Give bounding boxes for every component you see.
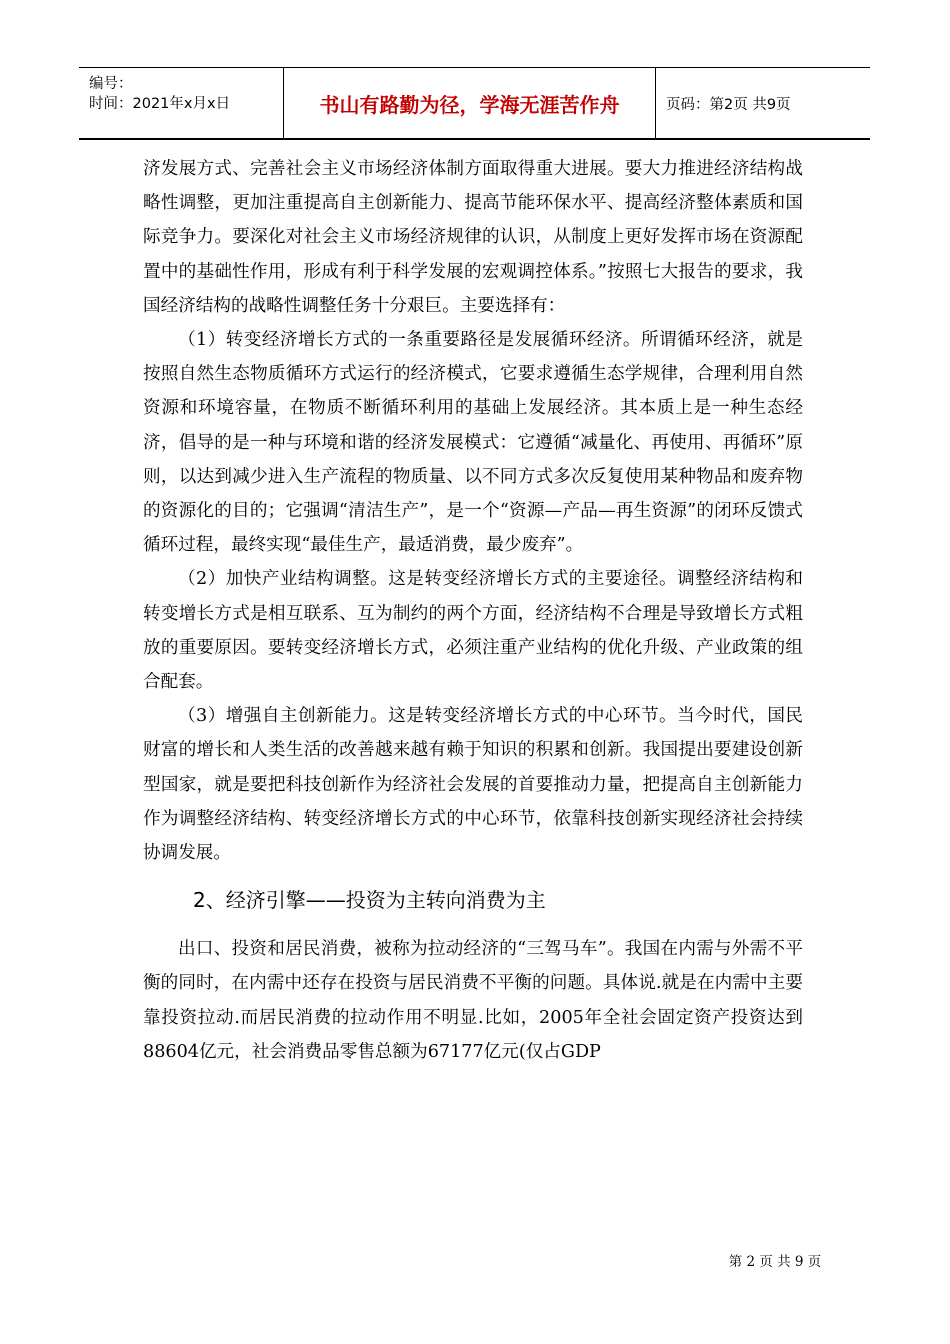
document-body: [143, 152, 803, 1069]
header-motto: 书山有路勤为径，学海无涯苦作舟: [284, 68, 656, 138]
header-page-number: 页码：第2页 共9页: [666, 96, 791, 113]
header-meta: [79, 68, 284, 138]
footer-page-number: 第 2 页 共 9 页: [728, 1254, 822, 1270]
paragraph-4: （3）增强自主创新能力。这是转变经济增长方式的中心环节。当今时代，国民财富的增长和人类生活的改善越来越有赖于知识的积累和创新。我国提出要建设创新型国家，就是要把科技创新作为经济社会发展的首要推动力量，把提高自主创新能力作为调整经济结构、转变经济增长方式的中心环节，依靠科技创新实现经济社会持续协调发展。: [143, 706, 803, 864]
paragraph-1: 济发展方式、完善社会主义市场经济体制方面取得重大进展。要大力推进经济结构战略性调整，更加注重提高自主创新能力、提高节能环保水平、提高经济整体素质和国际竞争力。要深化对社会主义市场经济规律的认识，从制度上更好发挥市场在资源配置中的基础性作用，形成有利于科学发展的宏观调控体系。”按照七大报告的要求，我国经济结构的战略性调整任务十分艰巨。主要选择有：: [143, 159, 803, 316]
page-header: [79, 67, 870, 140]
paragraph-5: 出口、投资和居民消费，被称为拉动经济的“三驾马车”。我国在内需与外需不平衡的同时，在内需中还存在投资与居民消费不平衡的问题。具体说.就是在内需中主要靠投资拉动.而居民消费的拉动作用不明显.比如，2005年全社会固定资产投资达到88604亿元，社会消费品零售总额为67177亿元(仅占GDP: [143, 939, 803, 1062]
paragraph-3: （2）加快产业结构调整。这是转变经济增长方式的主要途径。调整经济结构和转变增长方式是相互联系、互为制约的两个方面，经济结构不合理是导致增长方式粗放的重要原因。要转变经济增长方式，必须注重产业结构的优化升级、产业政策的组合配套。: [143, 569, 803, 693]
section-heading: 2、经济引擎——投资为主转向消费为主: [193, 888, 546, 913]
page-footer: [0, 1250, 950, 1270]
paragraph-2: （1）转变经济增长方式的一条重要路径是发展循环经济。所谓循环经济，就是按照自然生态物质循环方式运行的经济模式，它要求遵循生态学规律，合理利用自然资源和环境容量，在物质不断循环利用的基础上发展经济。其本质上是一种生态经济，倡导的是一种与环境和谐的经济发展模式：它遵循“减量化、再使用、再循环”原则，以达到减少进入生产流程的物质量、以不同方式多次反复使用某种物品和废弃物的资源化的目的；它强调“清洁生产”，是一个“资源—产品—再生资源”的闭环反馈式循环过程，最终实现“最佳生产，最适消费，最少废弃”。: [143, 330, 803, 556]
document-date: 时间：2021年x月x日: [89, 96, 231, 112]
document-number: 编号：: [89, 76, 133, 92]
